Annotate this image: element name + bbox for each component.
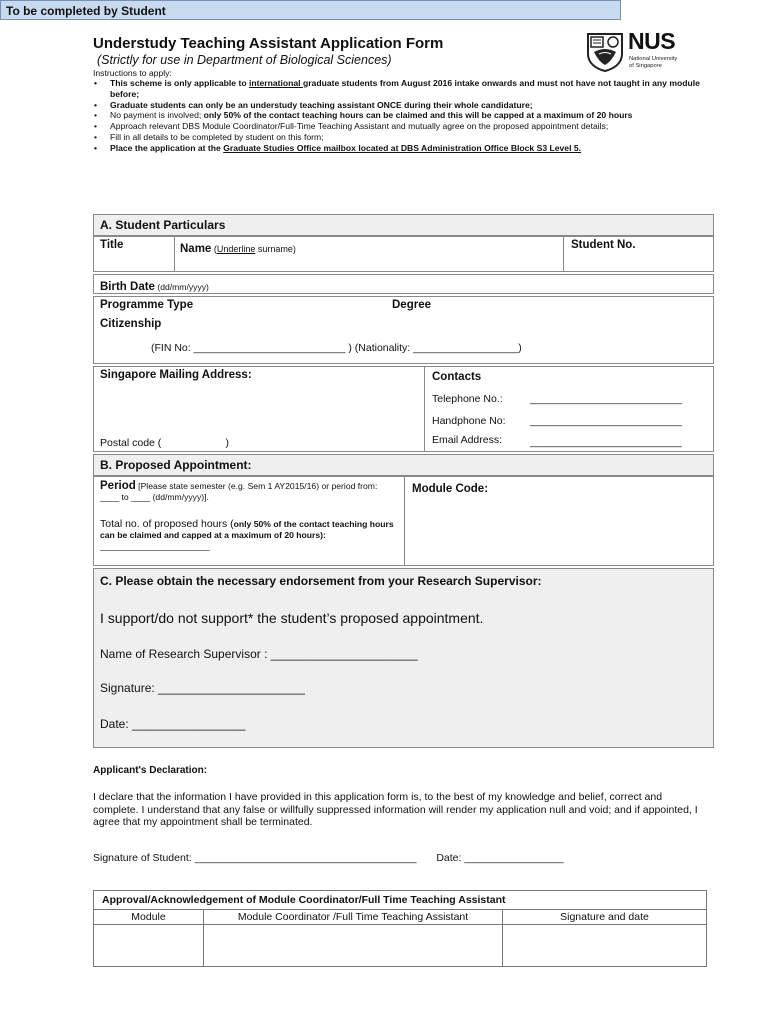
support-statement: I support/do not support* the student’s proposed appointment.	[100, 610, 484, 626]
instruction-item: • No payment is involved; only 50% of the contact teaching hours can be claimed and this will be capped at a maximum of 20 hours	[93, 110, 708, 121]
supervisor-signature-field: Signature: ______________________	[100, 681, 305, 695]
form-title: Understudy Teaching Assistant Application Form	[93, 35, 444, 52]
programme-type-label: Programme Type	[100, 299, 194, 311]
proposed-hours-field: Total no. of proposed hours (only 50% of the contact teaching hours can be claimed and capped at a maximum of 20 hours): _______________________	[100, 518, 394, 551]
birth-date-row: Birth Date (dd/mm/yyyy)	[93, 274, 714, 294]
appointment-row	[93, 476, 714, 566]
declaration-heading: Applicant's Declaration:	[93, 765, 208, 776]
telephone-blank[interactable]: __________________________	[530, 393, 682, 405]
programme-citizenship-row	[93, 296, 714, 364]
approval-cell-module[interactable]	[94, 925, 204, 967]
approval-col-coordinator: Module Coordinator /Full Time Teaching Assistant	[204, 910, 503, 925]
instruction-item: • Approach relevant DBS Module Coordinator/Full-Time Teaching Assistant and mutually agree on the proposed appointment details;	[93, 121, 708, 132]
student-section-banner: To be completed by Student	[0, 0, 621, 20]
section-b-header: B. Proposed Appointment:	[93, 454, 714, 476]
handphone-label: Handphone No:	[432, 415, 506, 427]
student-no-label: Student No.	[571, 239, 636, 251]
period-field: Period [Please state semester (e.g. Sem 1 AY2015/16) or period from: ____ to ____ (dd/mm/yyyy)].	[100, 480, 378, 502]
degree-label: Degree	[392, 299, 431, 311]
supervisor-date-field: Date: _________________	[100, 717, 246, 731]
instructions-list	[93, 78, 708, 154]
section-a-header: A. Student Particulars	[93, 214, 714, 236]
instruction-item: • Graduate students can only be an understudy teaching assistant ONCE during their whole candidature;	[93, 100, 708, 111]
email-blank[interactable]: __________________________	[530, 436, 682, 448]
contacts-label: Contacts	[432, 371, 482, 383]
student-signature-field: Signature of Student: ______________________________________ Date: _________________	[93, 852, 564, 864]
nus-subtitle: National University of Singapore	[629, 56, 678, 69]
approval-col-signature: Signature and date	[503, 910, 707, 925]
section-c-box	[93, 568, 714, 748]
approval-heading: Approval/Acknowledgement of Module Coordinator/Full Time Teaching Assistant	[94, 891, 707, 910]
instruction-item: • Place the application at the Graduate Studies Office mailbox located at DBS Administration Office Block S3 Level 5.	[93, 143, 708, 154]
form-subtitle: (Strictly for use in Department of Biological Sciences)	[97, 53, 392, 67]
section-c-heading: C. Please obtain the necessary endorsement from your Research Supervisor:	[100, 574, 542, 588]
nus-wordmark: NUS	[628, 28, 676, 54]
citizenship-label: Citizenship	[100, 318, 162, 330]
email-label: Email Address:	[432, 434, 503, 446]
address-contacts-row	[93, 366, 714, 452]
instructions-heading: Instructions to apply:	[93, 68, 172, 78]
telephone-label: Telephone No.:	[432, 393, 503, 405]
supervisor-name-field: Name of Research Supervisor : ______________________	[100, 647, 418, 661]
handphone-blank[interactable]: __________________________	[530, 415, 682, 427]
approval-cell-coordinator[interactable]	[204, 925, 503, 967]
nus-crest-icon	[585, 32, 625, 72]
approval-cell-signature[interactable]	[503, 925, 707, 967]
name-label: Name (Underline surname)	[180, 243, 296, 255]
name-row	[93, 236, 714, 272]
instruction-item: • Fill in all details to be completed by student on this form;	[93, 132, 708, 143]
postal-code-label: Postal code ( )	[100, 437, 229, 449]
approval-col-module: Module	[94, 910, 204, 925]
birth-date-label: Birth Date	[100, 281, 155, 293]
nus-logo	[585, 30, 695, 76]
title-label: Title	[100, 239, 124, 251]
instruction-item: • This scheme is only applicable to international graduate students from August 2016 intake onwards and must not have not taught in any module before;	[93, 78, 708, 100]
approval-table	[93, 890, 707, 967]
module-code-label: Module Code:	[412, 483, 489, 495]
mailing-address-label: Singapore Mailing Address:	[100, 369, 252, 381]
fin-nationality-line: (FIN No: __________________________ ) (Nationality: __________________)	[151, 342, 522, 354]
declaration-body: I declare that the information I have provided in this application form is, to the best of my knowledge and belief, correct and complete. I understand that any false or willfully suppressed information will render my application null and void; and if appointed, I agree that my appointment shall be terminated.	[93, 791, 698, 828]
